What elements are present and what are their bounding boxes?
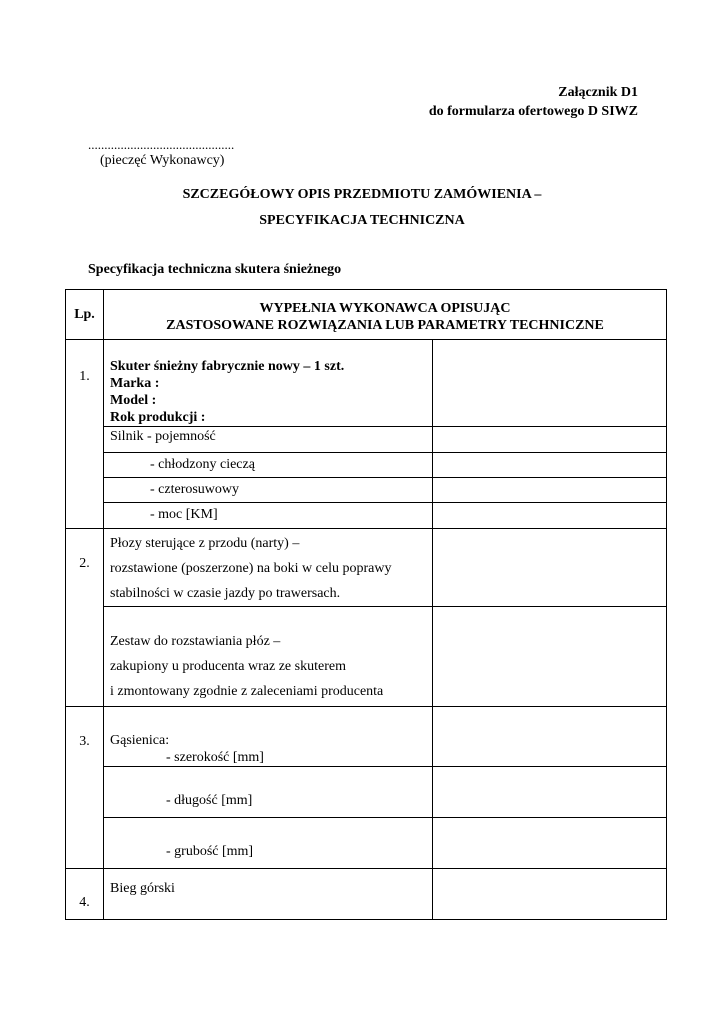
header-lp: Lp. xyxy=(66,290,104,340)
row1-main-cell xyxy=(104,340,433,427)
row2-kit-answer[interactable] xyxy=(433,607,667,707)
row1-product: Skuter śnieżny fabrycznie nowy – 1 szt. xyxy=(110,359,345,374)
table-row xyxy=(66,607,667,707)
table-row xyxy=(66,767,667,818)
row1-brand-label: Marka : xyxy=(110,376,160,391)
row1-power-answer[interactable] xyxy=(433,503,667,529)
row2-kit-line3: i zmontowany zgodnie z zaleceniami producenta xyxy=(110,684,384,699)
header-description xyxy=(104,290,667,340)
row1-lp: 1. xyxy=(66,340,104,529)
row2-skis-line3: stabilności w czasie jazdy po trawersach. xyxy=(110,586,341,601)
stamp-label: (pieczęć Wykonawcy) xyxy=(100,153,225,168)
row4-gear-answer[interactable] xyxy=(433,869,667,920)
row3-length-cell xyxy=(104,767,433,818)
row2-kit-cell xyxy=(104,607,433,707)
row3-track-width: - szerokość [mm] xyxy=(166,750,264,765)
row3-thickness-answer[interactable] xyxy=(433,818,667,869)
row1-power: - moc [KM] xyxy=(150,507,218,522)
row4-gear-cell xyxy=(104,869,433,920)
row3-track-length: - długość [mm] xyxy=(166,793,253,808)
header-line-2: ZASTOSOWANE ROZWIĄZANIA LUB PARAMETRY TECHNICZNE xyxy=(166,317,604,333)
row1-stroke-cell xyxy=(104,478,433,503)
row3-length-answer[interactable] xyxy=(433,767,667,818)
table-row xyxy=(66,453,667,478)
row3-lp: 3. xyxy=(66,707,104,869)
row3-track-thickness: - grubość [mm] xyxy=(166,844,254,859)
header-line-1: WYPEŁNIA WYKONAWCA OPISUJĄC xyxy=(259,300,511,316)
table-row xyxy=(66,529,667,607)
row2-skis-line1: Płozy sterujące z przodu (narty) – xyxy=(110,536,300,551)
row1-year-label: Rok produkcji : xyxy=(110,410,206,425)
row4-mountain-gear: Bieg górski xyxy=(110,881,175,896)
row3-thickness-cell xyxy=(104,818,433,869)
table-row xyxy=(66,869,667,920)
table-row xyxy=(66,503,667,529)
spec-table xyxy=(65,289,667,920)
annex-form-reference: do formularza ofertowego D SIWZ xyxy=(428,104,638,119)
row1-engine-cell xyxy=(104,427,433,453)
table-row xyxy=(66,427,667,453)
row4-lp: 4. xyxy=(66,869,104,920)
row1-liquid-cooled: - chłodzony cieczą xyxy=(150,457,255,472)
row2-skis-line2: rozstawione (poszerzone) na boki w celu poprawy xyxy=(110,561,392,576)
spec-heading: Specyfikacja techniczna skutera śnieżnego xyxy=(88,262,342,277)
row3-track-answer[interactable] xyxy=(433,707,667,767)
row2-lp: 2. xyxy=(66,529,104,707)
table-header-row xyxy=(66,290,667,340)
table-row xyxy=(66,340,667,427)
document-subtitle: SPECYFIKACJA TECHNICZNA xyxy=(259,213,465,228)
table-row xyxy=(66,818,667,869)
row1-power-cell xyxy=(104,503,433,529)
row1-four-stroke: - czterosuwowy xyxy=(150,482,240,497)
row2-kit-line2: zakupiony u producenta wraz ze skuterem xyxy=(110,659,346,674)
row3-track-cell xyxy=(104,707,433,767)
row1-cooling-cell xyxy=(104,453,433,478)
row3-track-label: Gąsienica: xyxy=(110,733,170,748)
row2-skis-answer[interactable] xyxy=(433,529,667,607)
table-row xyxy=(66,478,667,503)
row2-skis-cell xyxy=(104,529,433,607)
stamp-dotted-line: ............................................. xyxy=(88,137,235,152)
row2-kit-line1: Zestaw do rozstawiania płóz – xyxy=(110,634,281,649)
row1-model-label: Model : xyxy=(110,393,157,408)
row1-stroke-answer[interactable] xyxy=(433,478,667,503)
row1-engine-capacity: Silnik - pojemność xyxy=(110,429,216,444)
table-row xyxy=(66,707,667,767)
row1-answer-cell[interactable] xyxy=(433,340,667,427)
annex-label: Załącznik D1 xyxy=(558,85,638,100)
row1-engine-answer[interactable] xyxy=(433,427,667,453)
document-title: SZCZEGÓŁOWY OPIS PRZEDMIOTU ZAMÓWIENIA – xyxy=(182,187,542,202)
row1-cooling-answer[interactable] xyxy=(433,453,667,478)
